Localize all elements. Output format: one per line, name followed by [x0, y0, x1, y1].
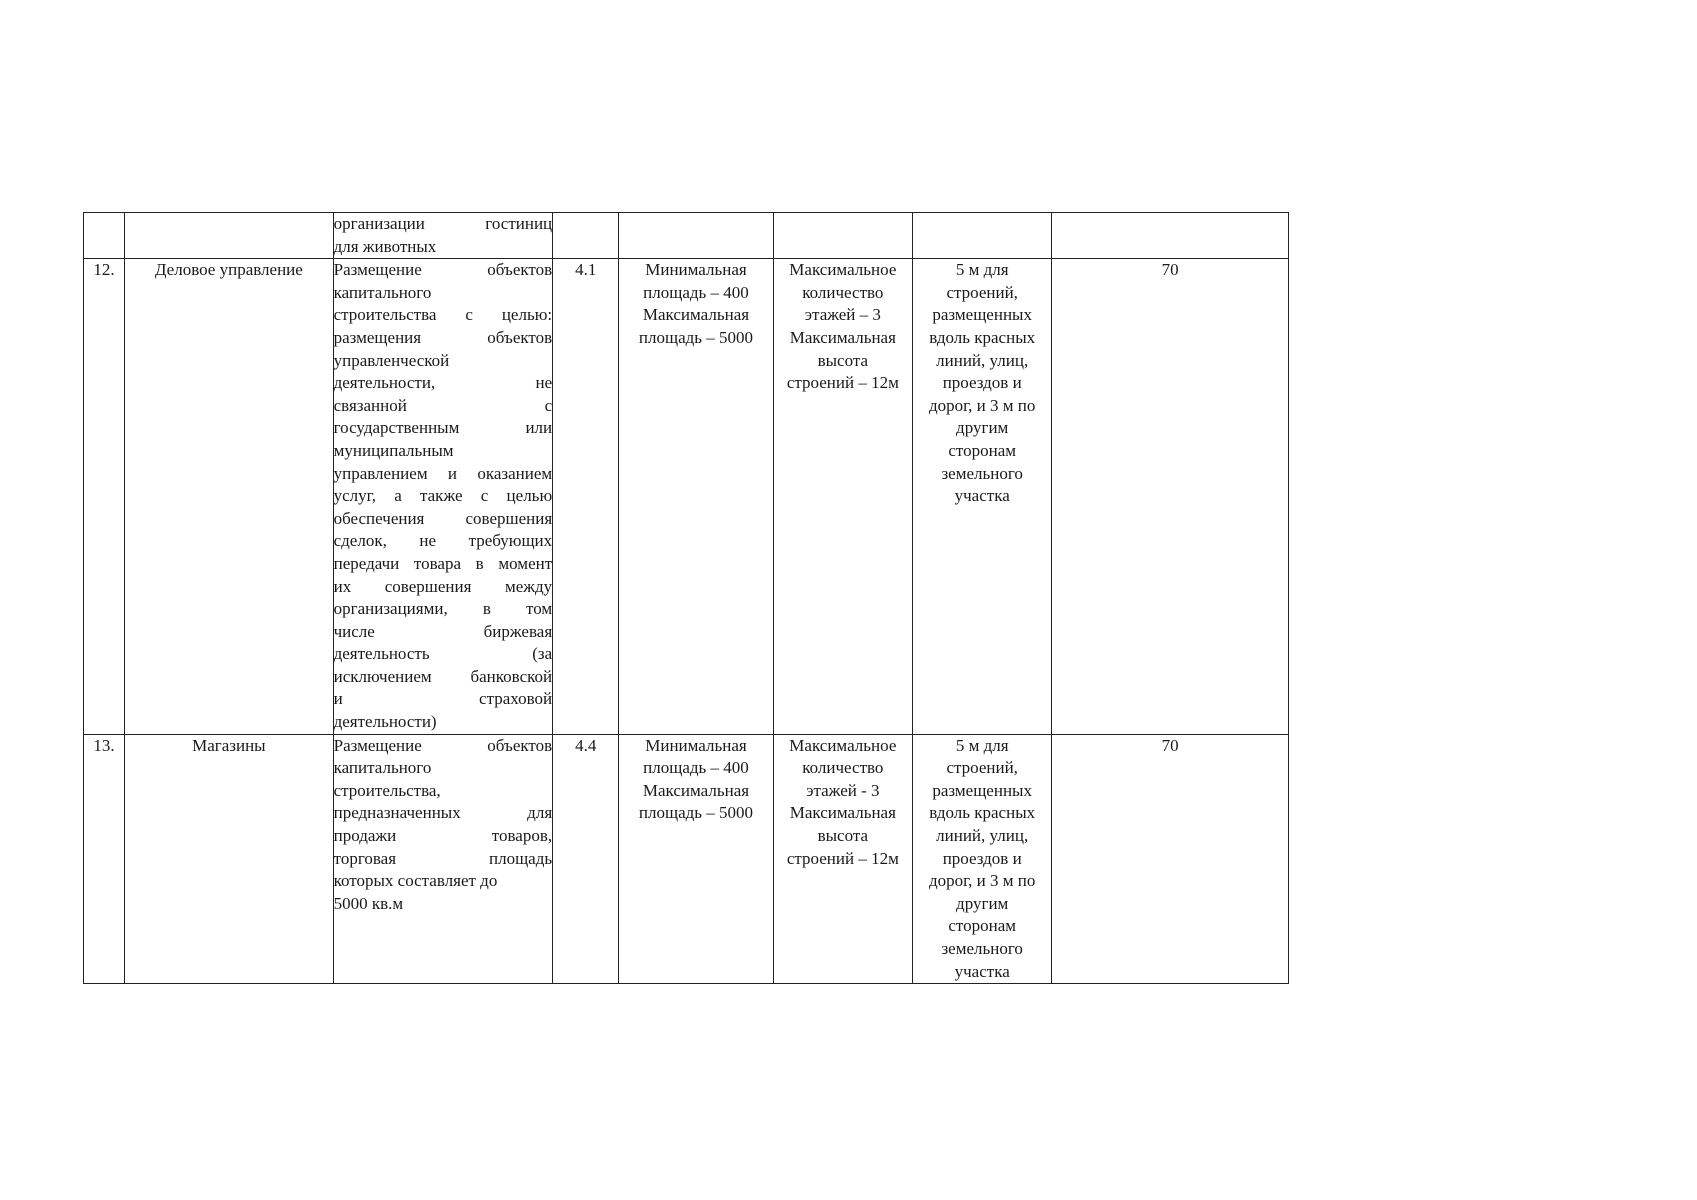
- cell-line: проездов и: [942, 373, 1022, 393]
- cell-line: площадь – 400: [643, 758, 749, 778]
- area-cell: [619, 213, 773, 259]
- indent-cell: [913, 213, 1052, 259]
- indent-cell: [913, 259, 1052, 734]
- area-cell: [619, 734, 773, 984]
- cell-line: количество: [802, 758, 884, 778]
- description-line: государственным или: [333, 418, 553, 438]
- table-row: [84, 734, 1289, 984]
- cell-line: Максимальное: [789, 260, 897, 280]
- cell-line: этажей – 3: [804, 305, 881, 325]
- cell-line: высота: [817, 826, 869, 846]
- area-cell: [619, 259, 773, 734]
- cell-line: Максимальное: [789, 735, 897, 755]
- description-line: предназначенных для: [333, 803, 553, 823]
- description-line: исключением банковской: [333, 666, 553, 686]
- cell-line: площадь – 5000: [638, 803, 754, 823]
- cell-line: сторонам: [948, 440, 1017, 460]
- description-line: капитального: [333, 282, 432, 302]
- description-line: сделок, не требующих: [333, 531, 553, 551]
- description-cell: [333, 213, 553, 259]
- cell-line: линий, улиц,: [936, 350, 1029, 370]
- floors-cell: [773, 259, 912, 734]
- cell-line: площадь – 400: [643, 282, 749, 302]
- use-name-cell: [125, 734, 334, 984]
- cell-line: этажей - 3: [806, 780, 880, 800]
- description-line: обеспечения совершения: [333, 508, 553, 528]
- use-name-cell: [125, 213, 334, 259]
- description-line: строительства с целью:: [333, 305, 553, 325]
- cell-line: строений,: [946, 758, 1018, 778]
- cell-line: строений – 12м: [786, 848, 899, 868]
- description-line: связанной с: [333, 395, 553, 415]
- description-line: 5000 кв.м: [333, 893, 404, 913]
- indent-cell: [913, 734, 1052, 984]
- cell-line: площадь – 5000: [638, 327, 754, 347]
- description-line: строительства,: [333, 780, 441, 800]
- description-line: для животных: [333, 236, 437, 256]
- cell-line: 5 м для: [955, 735, 1009, 755]
- floors-cell: [773, 734, 912, 984]
- cell-line: земельного: [941, 463, 1023, 483]
- percent-cell: [1052, 734, 1289, 984]
- description-line: Размещение объектов: [333, 735, 553, 755]
- row-number-cell: [84, 259, 125, 734]
- cell-line: Минимальная: [645, 260, 747, 280]
- description-cell: [333, 259, 553, 734]
- description-line: продажи товаров,: [333, 826, 553, 846]
- cell-line: количество: [802, 282, 884, 302]
- percent-cell: [1052, 259, 1289, 734]
- description-line: и страховой: [333, 689, 553, 709]
- cell-line: другим: [956, 418, 1009, 438]
- description-line: их совершения между: [333, 576, 553, 596]
- coverage-percent: 70: [1161, 735, 1179, 755]
- description-line: Размещение объектов: [333, 260, 553, 280]
- description-line: деятельности): [333, 712, 437, 732]
- description-line: управлением и оказанием: [333, 463, 553, 483]
- description-line: организациями, в том: [333, 599, 553, 619]
- description-line: управленческой: [333, 350, 450, 370]
- cell-line: линий, улиц,: [936, 826, 1029, 846]
- cell-line: вдоль красных: [929, 803, 1036, 823]
- cell-line: строений,: [946, 282, 1018, 302]
- description-line: передачи товара в момент: [333, 553, 553, 573]
- description-cell: [333, 734, 553, 984]
- description-line: услуг, а также с целью: [333, 486, 553, 506]
- cell-line: Максимальная: [642, 780, 750, 800]
- table-row: [84, 213, 1289, 259]
- code-cell: [553, 734, 619, 984]
- code-cell: [553, 259, 619, 734]
- row-number-cell: [84, 213, 125, 259]
- cell-line: земельного: [941, 939, 1023, 958]
- cell-line: Максимальная: [789, 327, 896, 347]
- description-line: числе биржевая: [333, 621, 553, 641]
- cell-line: проездов и: [942, 848, 1022, 868]
- description-line: деятельность (за: [333, 644, 553, 664]
- description-line: размещения объектов: [333, 327, 553, 347]
- cell-line: дорог, и 3 м по: [928, 871, 1036, 891]
- cell-line: участка: [954, 486, 1010, 506]
- table-row: [84, 259, 1289, 734]
- description-line: организации гостиниц: [333, 214, 553, 233]
- cell-line: Максимальная: [642, 305, 750, 325]
- description-line: торговая площадь: [333, 848, 553, 868]
- floors-cell: [773, 213, 912, 259]
- use-name: Деловое управление: [154, 260, 303, 280]
- cell-line: строений – 12м: [786, 373, 899, 393]
- row-number-cell: [84, 734, 125, 984]
- row-number: 13.: [93, 735, 115, 755]
- cell-line: сторонам: [948, 916, 1017, 936]
- use-name: Магазины: [192, 735, 266, 755]
- cell-line: Минимальная: [645, 735, 747, 755]
- use-name-cell: [125, 259, 334, 734]
- use-code: 4.1: [575, 260, 597, 280]
- description-line: капитального: [333, 758, 432, 778]
- cell-line: вдоль красных: [929, 327, 1036, 347]
- zoning-table: [83, 212, 1289, 984]
- coverage-percent: 70: [1161, 260, 1179, 280]
- description-line: которых составляет до: [333, 871, 498, 891]
- description-line: деятельности, не: [333, 373, 553, 393]
- row-number: 12.: [93, 260, 115, 280]
- cell-line: размещенных: [932, 305, 1032, 325]
- percent-cell: [1052, 213, 1289, 259]
- cell-line: Максимальная: [789, 803, 896, 823]
- cell-line: высота: [817, 350, 869, 370]
- cell-line: 5 м для: [955, 260, 1009, 280]
- cell-line: участка: [954, 961, 1010, 981]
- cell-line: другим: [956, 893, 1009, 913]
- cell-line: дорог, и 3 м по: [928, 395, 1036, 415]
- code-cell: [553, 213, 619, 259]
- use-code: 4.4: [575, 735, 597, 755]
- description-line: муниципальным: [333, 440, 454, 460]
- cell-line: размещенных: [932, 780, 1032, 800]
